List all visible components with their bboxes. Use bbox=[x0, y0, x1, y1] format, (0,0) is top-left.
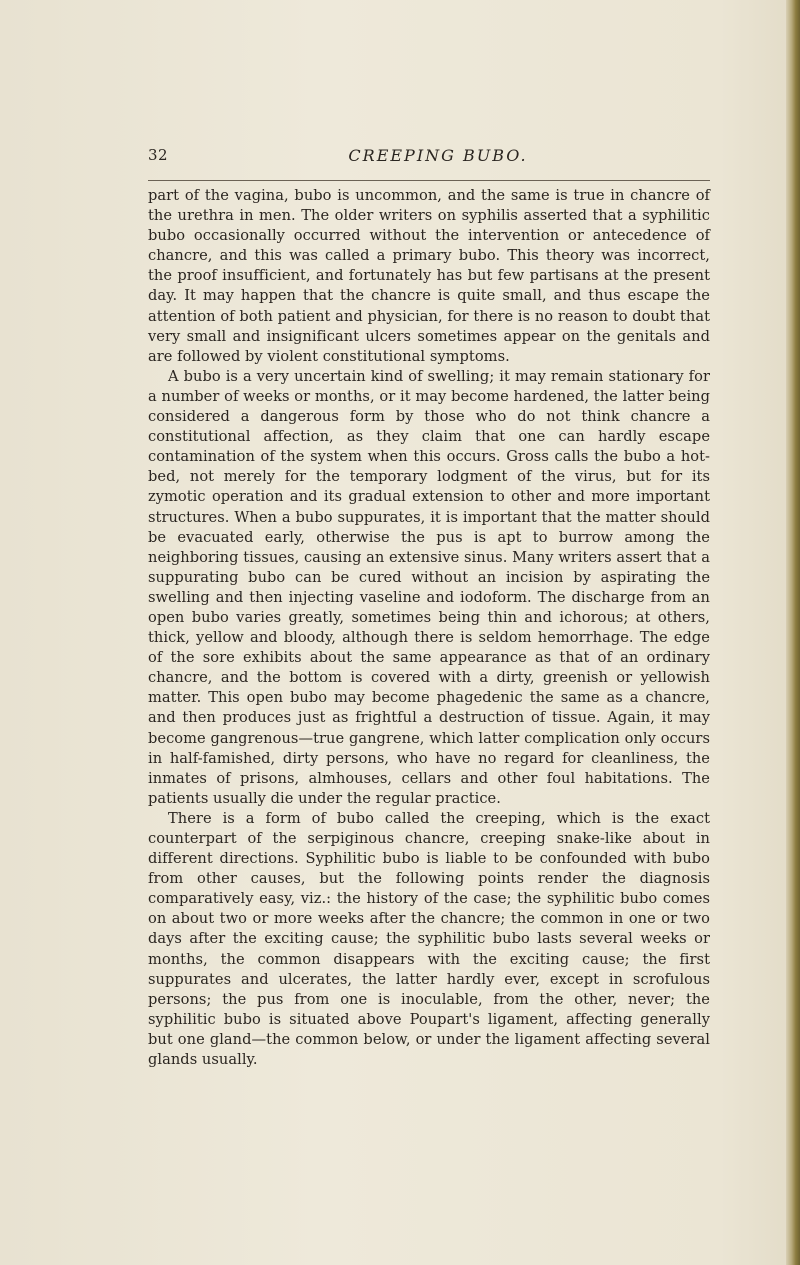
header-rule bbox=[148, 180, 710, 181]
running-title: CREEPING BUBO. bbox=[348, 146, 528, 165]
body-text bbox=[148, 186, 710, 1070]
paragraph-1: part of the vagina, bubo is uncommon, and the same is true in chancre of the urethra in men. The older writers on syphilis asserted that a syphilitic bubo occasionally occurred without the intervention or antecedence of chancre, and this was called a primary bubo. This theory was incorrect, the proof insufficient, and fortunately has but few partisans at the present day. It may happen that the chancre is quite small, and thus escape the attention of both patient and physician, for there is no reason to doubt that very small and insignificant ulcers sometimes appear on the genitals and are followed by violent constitutional symptoms. bbox=[148, 187, 710, 365]
page-edge bbox=[786, 0, 800, 1265]
page-header bbox=[148, 146, 708, 172]
page-number: 32 bbox=[148, 146, 169, 164]
paragraph-2: A bubo is a very uncertain kind of swelling; it may remain stationary for a number of weeks or months, or it may become hardened, the latter being considered a dangerous form by those who do not think chancre a constitutional affection, as they claim that one can hardly escape contamination of the system when this occurs. Gross calls the bubo a hot-bed, not merely for the temporary lodgment of the virus, but for its zymotic operation and its gradual extension to other and more important structures. When a bubo suppurates, it is important that the matter should be evacuated early, otherwise the pus is apt to burrow among the neighboring tissues, causing an extensive sinus. Many writers assert that a suppurating bubo can be cured without an incision by aspirating the swelling and then injecting vaseline and iodoform. The discharge from an open bubo varies greatly, sometimes being thin and ichorous; at others, thick, yellow and bloody, although there is seldom hemorrhage. The edge of the sore exhibits about the same appearance as that of an ordinary chancre, and the bottom is covered with a dirty, greenish or yellowish matter. This open bubo may become phagedenic the same as a chancre, and then produces just as frightful a destruction of tissue. Again, it may become gangrenous—true gangrene, which latter complication only occurs in half-famished, dirty persons, who have no regard for cleanliness, the inmates of prisons, almhouses, cellars and other foul habitations. The patients usually die under the regular practice. bbox=[148, 367, 711, 807]
paragraph-3: There is a form of bubo called the creeping, which is the exact counterpart of the serpiginous chancre, creeping snake-like about in different directions. Syphilitic bubo is liable to be confounded with bubo from other causes, but the following points render the diagnosis comparatively easy, viz.: the history of the case; the syphilitic bubo comes on about two or more weeks after the chancre; the common in one or two days after the exciting cause; the syphilitic bubo lasts several weeks or months, the common disappears with the exciting cause; the first suppurates and ulcerates, the latter hardly ever, except in scrofulous persons; the pus from one is inoculable, from the other, never; the syphilitic bubo is situated above Poupart's ligament, affecting generally but one gland—the common below, or under the ligament affecting several glands usually. bbox=[148, 809, 710, 1069]
